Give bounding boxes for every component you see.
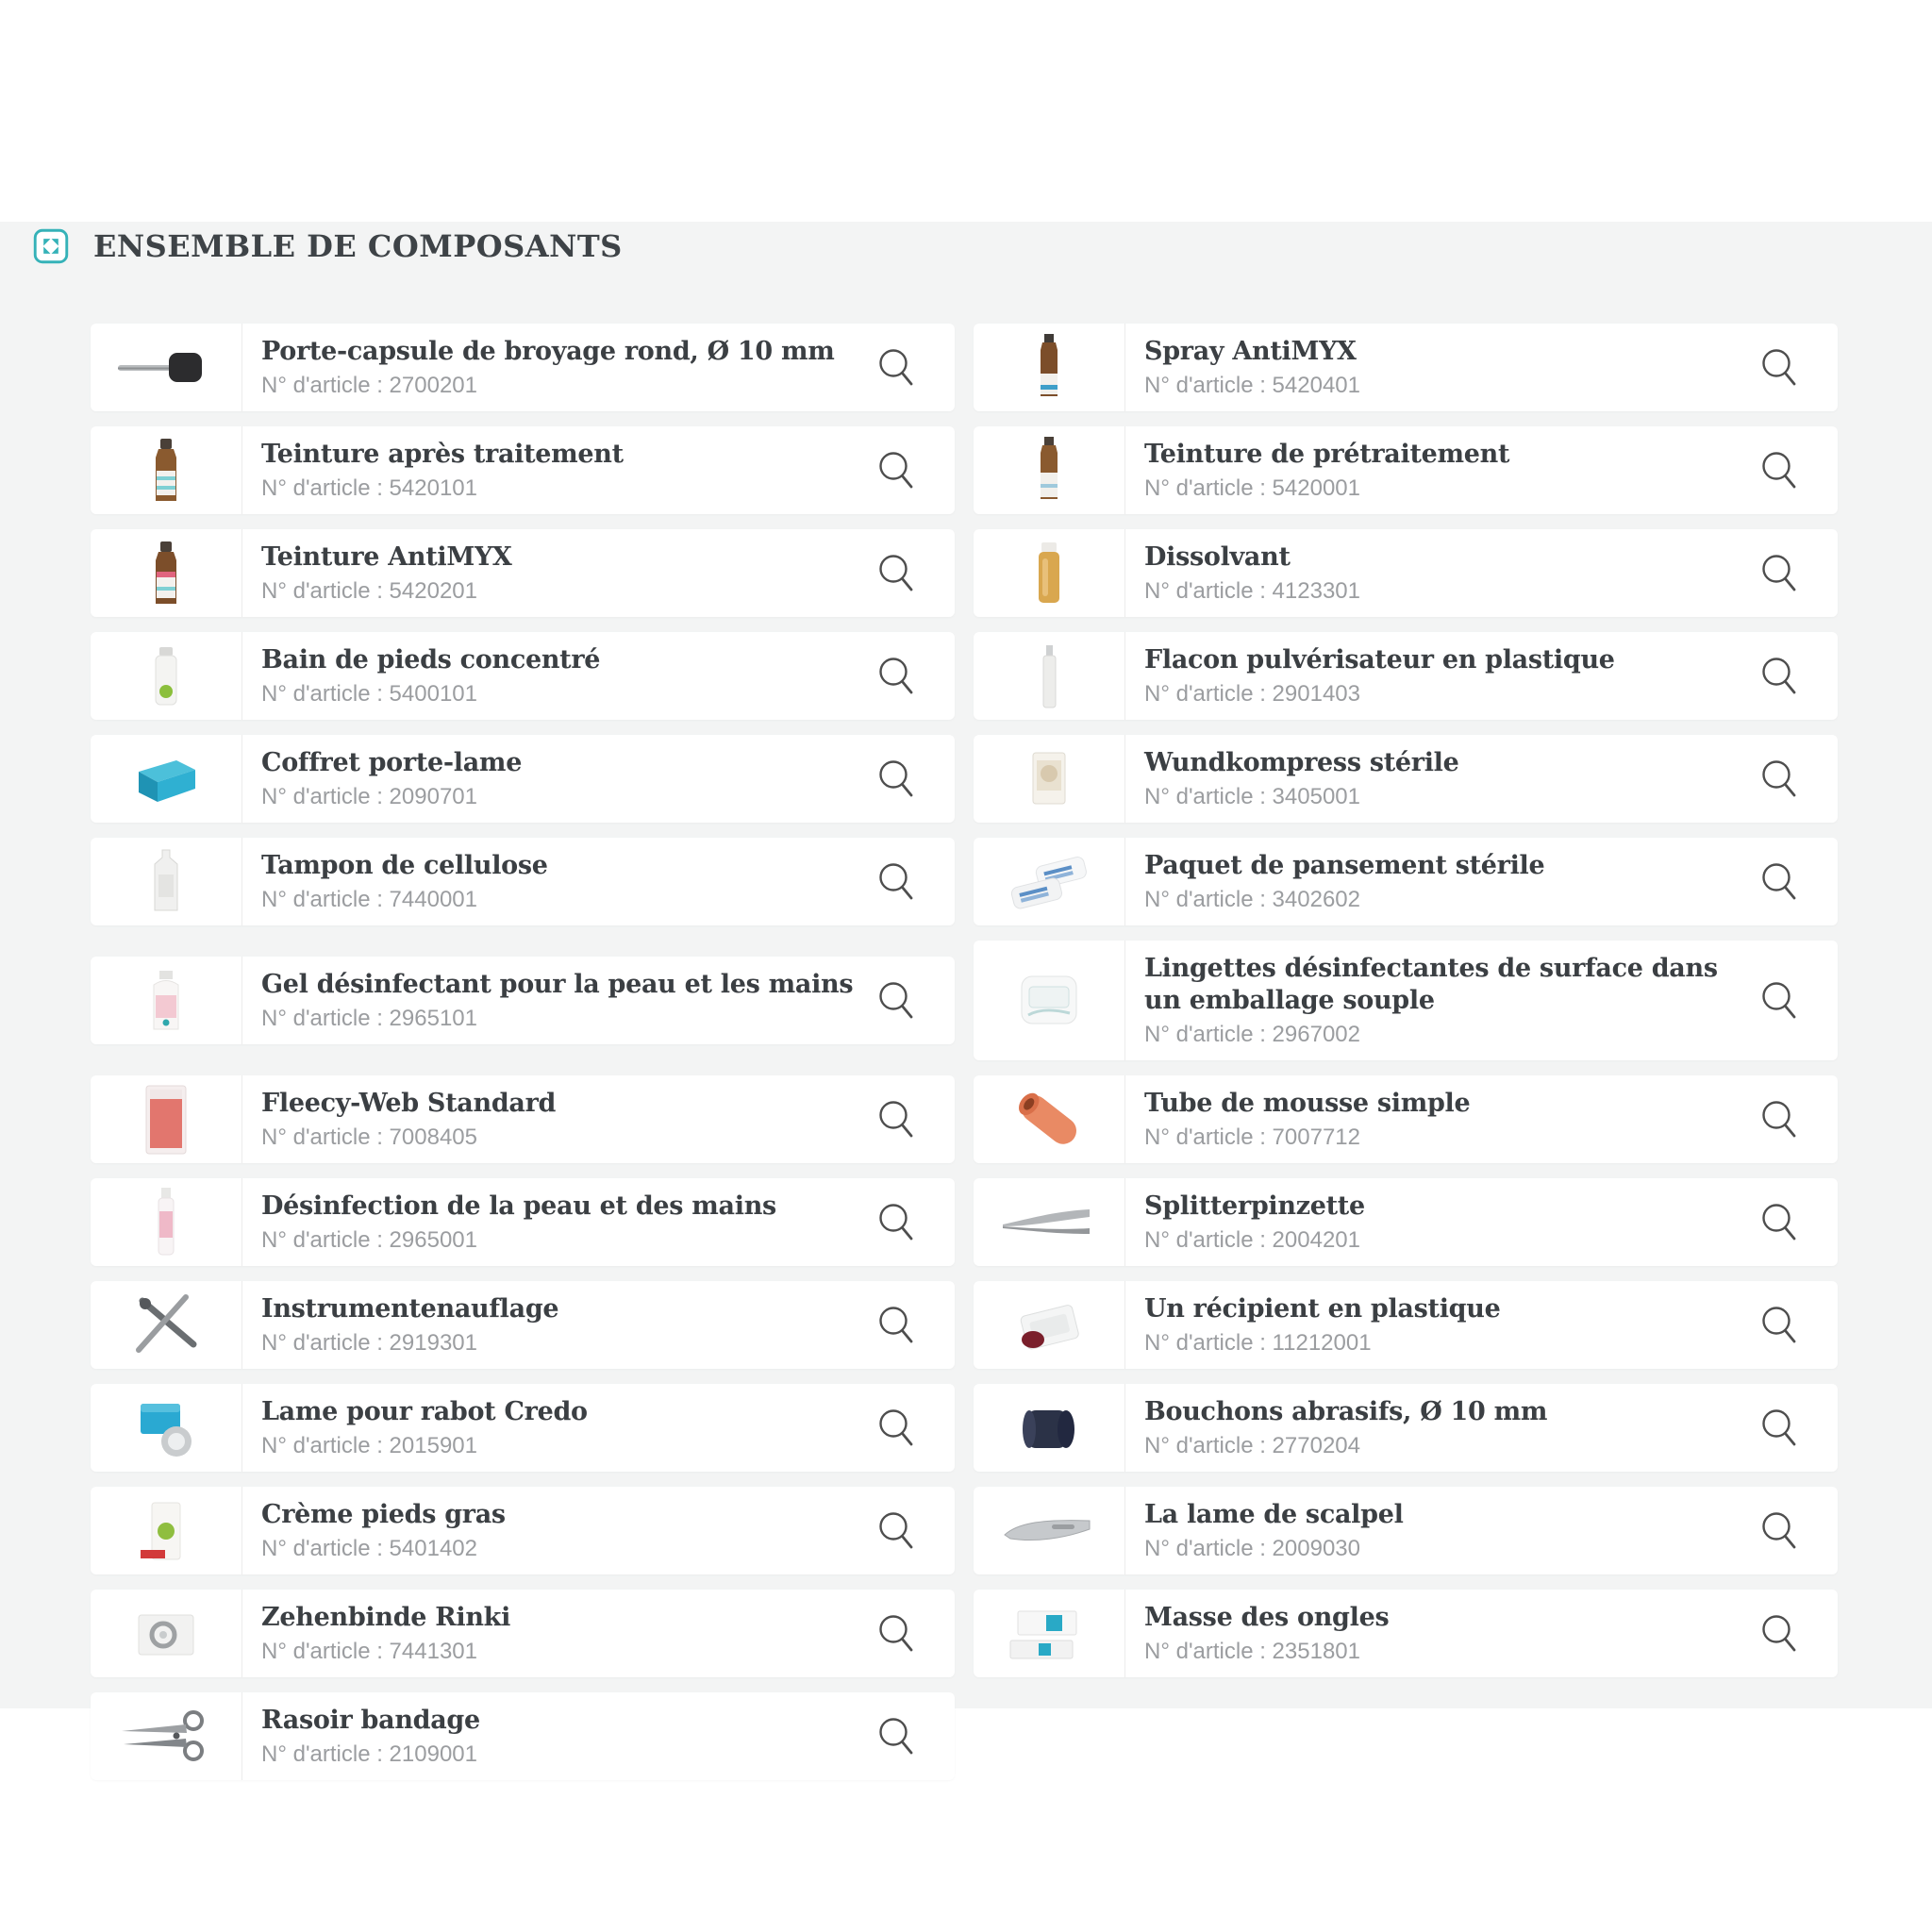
product-title: Bouchons abrasifs, Ø 10 mm xyxy=(1144,1397,1548,1426)
product-article-number: N° d'article : 5400101 xyxy=(261,681,477,707)
product-card-left-1[interactable] xyxy=(91,324,955,411)
tincture-bottle-brown-icon xyxy=(996,431,1102,510)
page-title: ENSEMBLE DE COMPOSANTS xyxy=(93,228,623,264)
credo-blade-box-icon xyxy=(113,1389,219,1468)
magnifier-zoom-icon[interactable] xyxy=(874,1406,919,1451)
product-title: Teinture de prétraitement xyxy=(1144,440,1510,469)
product-text xyxy=(242,1590,955,1677)
product-card-right-12[interactable] xyxy=(974,1487,1838,1574)
crossed-instruments-icon xyxy=(113,1286,219,1365)
product-thumbnail xyxy=(91,632,242,720)
nail-mass-boxes-icon xyxy=(996,1594,1102,1674)
cellulose-bottle-icon xyxy=(113,842,219,922)
product-thumbnail xyxy=(974,838,1125,925)
product-card-right-1[interactable] xyxy=(974,324,1838,411)
spray-bottle-brown-icon xyxy=(996,328,1102,408)
product-title: Splitterpinzette xyxy=(1144,1191,1365,1221)
wipes-soft-pack-icon xyxy=(996,961,1102,1041)
magnifier-zoom-icon[interactable] xyxy=(874,757,919,802)
product-article-number: N° d'article : 5420401 xyxy=(1144,373,1360,398)
foam-tube-orange-icon xyxy=(996,1080,1102,1159)
components-set-icon xyxy=(33,228,69,264)
product-card-right-10[interactable] xyxy=(974,1281,1838,1369)
product-title: Rasoir bandage xyxy=(261,1706,480,1735)
product-article-number: N° d'article : 2919301 xyxy=(261,1330,477,1356)
product-thumbnail xyxy=(974,1281,1125,1369)
product-thumbnail xyxy=(91,1178,242,1266)
product-thumbnail xyxy=(91,1384,242,1472)
magnifier-zoom-icon[interactable] xyxy=(1757,859,1802,905)
product-article-number: N° d'article : 2351801 xyxy=(1144,1639,1360,1664)
product-title: Bain de pieds concentré xyxy=(261,645,601,675)
magnifier-zoom-icon[interactable] xyxy=(874,551,919,596)
product-thumbnail xyxy=(91,1281,242,1369)
product-thumbnail xyxy=(91,1487,242,1574)
product-card-right-2[interactable] xyxy=(974,426,1838,514)
magnifier-zoom-icon[interactable] xyxy=(1757,345,1802,391)
product-text xyxy=(242,735,955,823)
product-article-number: N° d'article : 2965001 xyxy=(261,1227,477,1253)
magnifier-zoom-icon[interactable] xyxy=(874,654,919,699)
magnifier-zoom-icon[interactable] xyxy=(1757,1200,1802,1245)
product-text xyxy=(1125,735,1838,823)
product-card-right-6[interactable] xyxy=(974,838,1838,925)
product-card-right-3[interactable] xyxy=(974,529,1838,617)
magnifier-zoom-icon[interactable] xyxy=(1757,1097,1802,1142)
product-thumbnail xyxy=(974,735,1125,823)
product-title: Instrumentenauflage xyxy=(261,1294,559,1324)
product-text xyxy=(242,838,955,925)
magnifier-zoom-icon[interactable] xyxy=(874,1097,919,1142)
product-thumbnail xyxy=(974,1384,1125,1472)
product-thumbnail xyxy=(91,426,242,514)
product-card-right-5[interactable] xyxy=(974,735,1838,823)
product-article-number: N° d'article : 2967002 xyxy=(1144,1022,1360,1047)
product-article-number: N° d'article : 3405001 xyxy=(1144,784,1360,809)
product-title: Crème pieds gras xyxy=(261,1500,506,1529)
product-text xyxy=(1125,1281,1838,1369)
product-text xyxy=(1125,632,1838,720)
product-thumbnail xyxy=(974,1487,1125,1574)
product-thumbnail xyxy=(974,1178,1125,1266)
product-text xyxy=(1125,1487,1838,1574)
magnifier-zoom-icon[interactable] xyxy=(874,978,919,1024)
magnifier-zoom-icon[interactable] xyxy=(1757,551,1802,596)
product-article-number: N° d'article : 2901403 xyxy=(1144,681,1360,707)
fleecy-web-pack-icon xyxy=(113,1080,219,1159)
product-card-right-13[interactable] xyxy=(974,1590,1838,1677)
components-grid xyxy=(91,324,1838,1780)
grinding-capsule-holder-icon xyxy=(113,328,219,408)
tincture-bottle-teal-icon xyxy=(113,431,219,510)
product-text xyxy=(242,1384,955,1472)
toe-bandage-pack-icon xyxy=(113,1594,219,1674)
product-text xyxy=(1125,1178,1838,1266)
blade-box-teal-icon xyxy=(113,740,219,819)
product-thumbnail xyxy=(91,1590,242,1677)
magnifier-zoom-icon[interactable] xyxy=(1757,1303,1802,1348)
product-title: Flacon pulvérisateur en plastique xyxy=(1144,645,1615,675)
product-card-left-6[interactable] xyxy=(91,838,955,925)
magnifier-zoom-icon[interactable] xyxy=(874,1303,919,1348)
product-article-number: N° d'article : 7007712 xyxy=(1144,1124,1360,1150)
product-card-left-2[interactable] xyxy=(91,426,955,514)
product-thumbnail xyxy=(974,1075,1125,1163)
product-thumbnail xyxy=(974,324,1125,411)
abrasive-cap-navy-icon xyxy=(996,1389,1102,1468)
product-thumbnail xyxy=(974,941,1125,1060)
magnifier-zoom-icon[interactable] xyxy=(874,1611,919,1657)
product-text xyxy=(242,632,955,720)
product-card-left-10[interactable] xyxy=(91,1281,955,1369)
product-title: Gel désinfectant pour la peau et les mains xyxy=(261,970,854,999)
product-text xyxy=(242,1178,955,1266)
product-card-left-4[interactable] xyxy=(91,632,955,720)
product-thumbnail xyxy=(974,1590,1125,1677)
product-article-number: N° d'article : 7440001 xyxy=(261,887,477,912)
product-title: Wundkompress stérile xyxy=(1144,748,1459,777)
magnifier-zoom-icon[interactable] xyxy=(1757,757,1802,802)
product-article-number: N° d'article : 2700201 xyxy=(261,373,477,398)
product-text xyxy=(242,426,955,514)
product-article-number: N° d'article : 3402602 xyxy=(1144,887,1360,912)
product-article-number: N° d'article : 5401402 xyxy=(261,1536,477,1561)
product-title: Spray AntiMYX xyxy=(1144,337,1357,366)
product-text xyxy=(242,1281,955,1369)
product-card-left-7[interactable] xyxy=(91,957,955,1044)
product-text xyxy=(1125,941,1838,1060)
product-title: Tube de mousse simple xyxy=(1144,1089,1471,1118)
product-text xyxy=(242,957,955,1044)
scalpel-blade-icon xyxy=(996,1491,1102,1571)
product-text xyxy=(1125,1384,1838,1472)
product-article-number: N° d'article : 2770204 xyxy=(1144,1433,1360,1458)
product-title: Coffret porte-lame xyxy=(261,748,523,777)
magnifier-zoom-icon[interactable] xyxy=(1757,1406,1802,1451)
product-title: Un récipient en plastique xyxy=(1144,1294,1501,1324)
product-title: Zehenbinde Rinki xyxy=(261,1603,511,1632)
product-thumbnail xyxy=(974,529,1125,617)
product-title: Teinture AntiMYX xyxy=(261,542,512,572)
product-title: Dissolvant xyxy=(1144,542,1291,572)
magnifier-zoom-icon[interactable] xyxy=(1757,1508,1802,1554)
product-thumbnail xyxy=(974,426,1125,514)
product-card-left-9[interactable] xyxy=(91,1178,955,1266)
product-title: Tampon de cellulose xyxy=(261,851,548,880)
product-title: Porte-capsule de broyage rond, Ø 10 mm xyxy=(261,337,835,366)
gel-bottle-pink-icon xyxy=(113,961,219,1041)
product-article-number: N° d'article : 2009030 xyxy=(1144,1536,1360,1561)
page-header xyxy=(33,228,623,264)
product-card-right-4[interactable] xyxy=(974,632,1838,720)
product-text xyxy=(1125,324,1838,411)
product-card-left-11[interactable] xyxy=(91,1384,955,1472)
footbath-bottle-green-icon xyxy=(113,637,219,716)
product-article-number: N° d'article : 5420101 xyxy=(261,475,477,501)
magnifier-zoom-icon[interactable] xyxy=(874,448,919,493)
product-article-number: N° d'article : 5420201 xyxy=(261,578,477,604)
product-text xyxy=(1125,1590,1838,1677)
product-title: Désinfection de la peau et des mains xyxy=(261,1191,776,1221)
product-card-left-8[interactable] xyxy=(91,1075,955,1163)
product-title: Fleecy-Web Standard xyxy=(261,1089,557,1118)
product-thumbnail xyxy=(91,957,242,1044)
product-article-number: N° d'article : 7008405 xyxy=(261,1124,477,1150)
foot-cream-tube-icon xyxy=(113,1491,219,1571)
product-text xyxy=(242,1075,955,1163)
tincture-bottle-pink-icon xyxy=(113,534,219,613)
product-article-number: N° d'article : 2015901 xyxy=(261,1433,477,1458)
product-title: Paquet de pansement stérile xyxy=(1144,851,1545,880)
product-text xyxy=(1125,838,1838,925)
product-article-number: N° d'article : 5420001 xyxy=(1144,475,1360,501)
product-text xyxy=(242,1692,955,1780)
product-title: Teinture après traitement xyxy=(261,440,624,469)
product-text xyxy=(242,1487,955,1574)
dressing-packs-icon xyxy=(996,842,1102,922)
magnifier-zoom-icon[interactable] xyxy=(874,1200,919,1245)
product-thumbnail xyxy=(91,735,242,823)
spray-bottle-pink-icon xyxy=(113,1183,219,1262)
product-title: Masse des ongles xyxy=(1144,1603,1390,1632)
product-article-number: N° d'article : 4123301 xyxy=(1144,578,1360,604)
product-article-number: N° d'article : 2090701 xyxy=(261,784,477,809)
product-article-number: N° d'article : 11212001 xyxy=(1144,1330,1372,1356)
plastic-container-icon xyxy=(996,1286,1102,1365)
product-card-right-8[interactable] xyxy=(974,1075,1838,1163)
product-article-number: N° d'article : 2965101 xyxy=(261,1006,477,1031)
product-article-number: N° d'article : 7441301 xyxy=(261,1639,477,1664)
compress-packet-icon xyxy=(996,740,1102,819)
product-thumbnail xyxy=(91,529,242,617)
product-thumbnail xyxy=(91,324,242,411)
magnifier-zoom-icon[interactable] xyxy=(1757,654,1802,699)
product-card-left-14[interactable] xyxy=(91,1692,955,1780)
product-text xyxy=(1125,1075,1838,1163)
magnifier-zoom-icon[interactable] xyxy=(874,1714,919,1759)
product-title: Lingettes désinfectantes de surface dans un emballage souple xyxy=(1144,954,1718,1015)
magnifier-zoom-icon[interactable] xyxy=(874,345,919,391)
product-thumbnail xyxy=(974,632,1125,720)
product-card-left-13[interactable] xyxy=(91,1590,955,1677)
magnifier-zoom-icon[interactable] xyxy=(1757,978,1802,1024)
splinter-tweezers-icon xyxy=(996,1183,1102,1262)
product-card-right-9[interactable] xyxy=(974,1178,1838,1266)
solvent-bottle-amber-icon xyxy=(996,534,1102,613)
product-card-left-5[interactable] xyxy=(91,735,955,823)
product-card-left-3[interactable] xyxy=(91,529,955,617)
magnifier-zoom-icon[interactable] xyxy=(1757,448,1802,493)
product-article-number: N° d'article : 2004201 xyxy=(1144,1227,1360,1253)
product-card-left-12[interactable] xyxy=(91,1487,955,1574)
product-text xyxy=(242,529,955,617)
product-thumbnail xyxy=(91,1692,242,1780)
product-text xyxy=(1125,529,1838,617)
magnifier-zoom-icon[interactable] xyxy=(874,859,919,905)
product-title: Lame pour rabot Credo xyxy=(261,1397,588,1426)
product-text xyxy=(242,324,955,411)
product-thumbnail xyxy=(91,838,242,925)
magnifier-zoom-icon[interactable] xyxy=(1757,1611,1802,1657)
product-article-number: N° d'article : 2109001 xyxy=(261,1741,477,1767)
product-card-right-7[interactable] xyxy=(974,941,1838,1060)
product-title: La lame de scalpel xyxy=(1144,1500,1404,1529)
bandage-scissors-icon xyxy=(113,1697,219,1776)
slim-spray-bottle-icon xyxy=(996,637,1102,716)
product-thumbnail xyxy=(91,1075,242,1163)
magnifier-zoom-icon[interactable] xyxy=(874,1508,919,1554)
product-text xyxy=(1125,426,1838,514)
product-card-right-11[interactable] xyxy=(974,1384,1838,1472)
